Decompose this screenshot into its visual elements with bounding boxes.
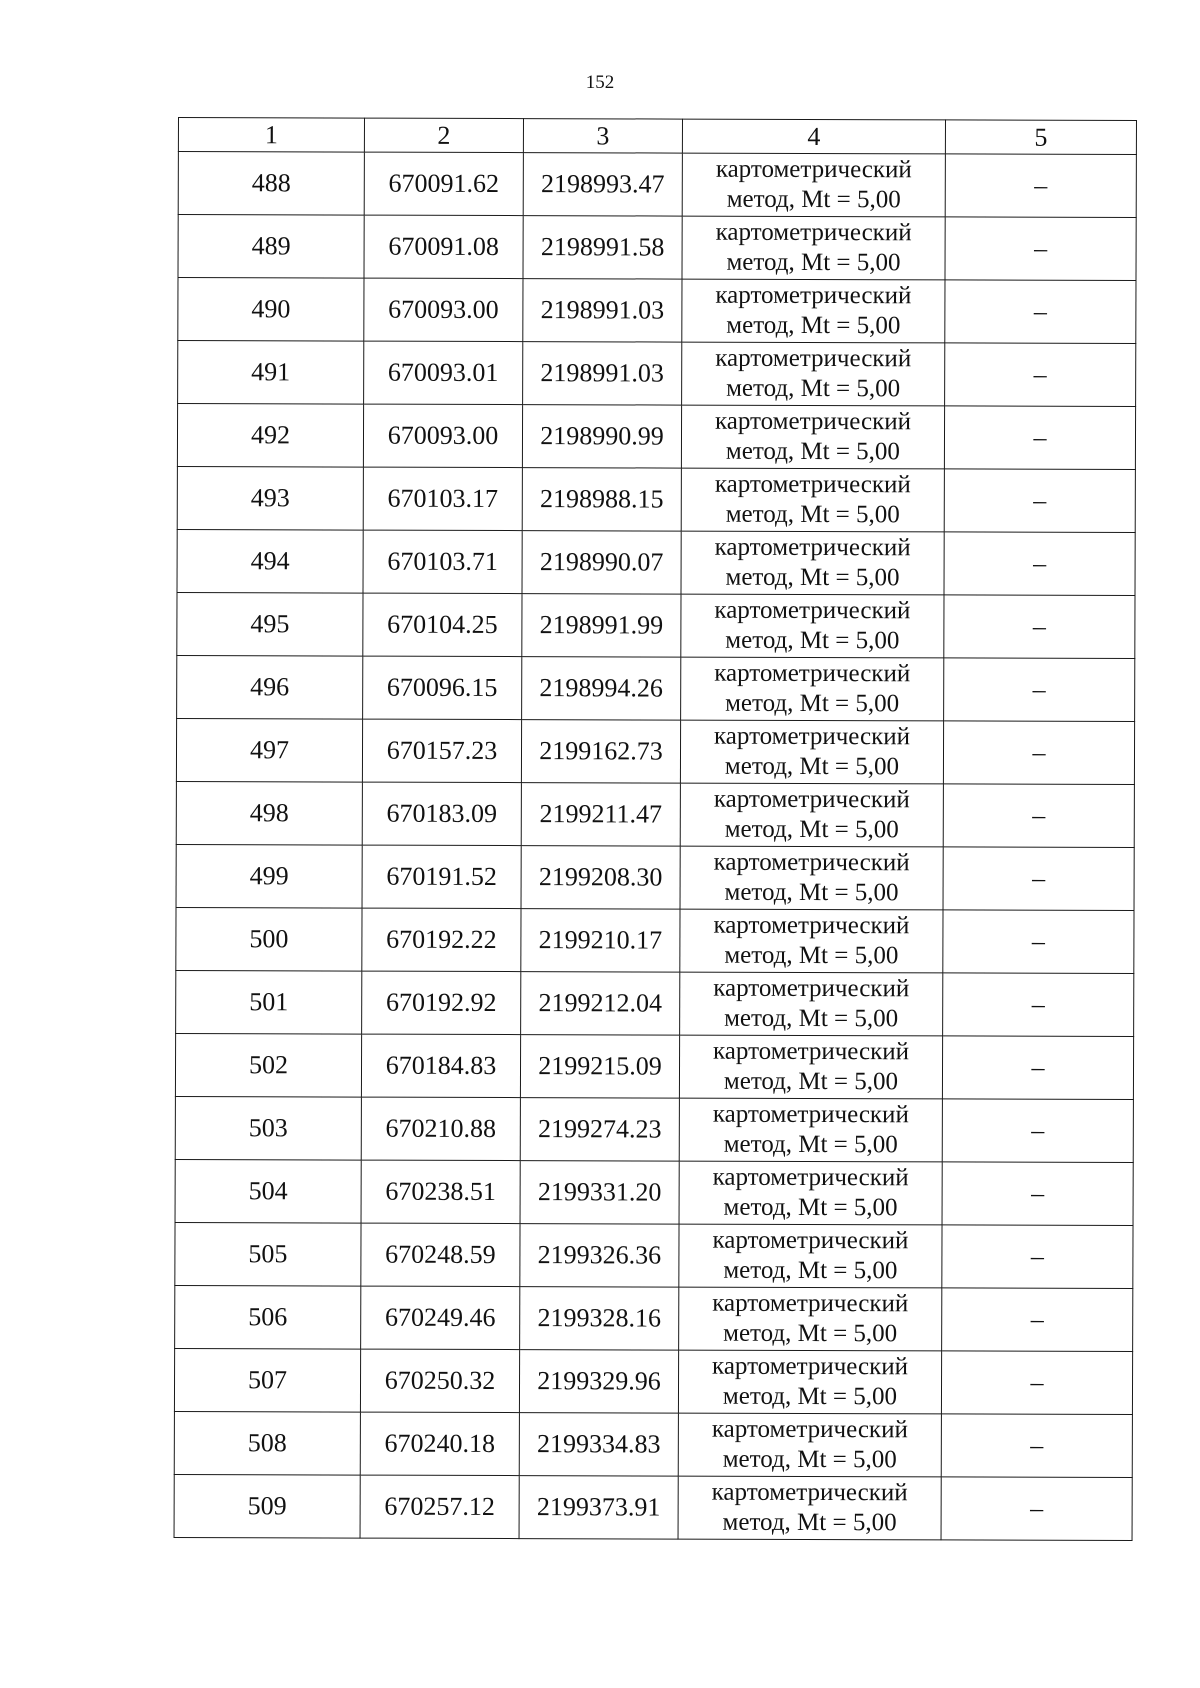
y-coordinate-cell: 2199211.47 <box>521 783 680 846</box>
table-row <box>175 1285 1133 1351</box>
method-line-2: метод, Mt = 5,00 <box>723 1193 898 1222</box>
point-number-cell: 493 <box>177 466 363 530</box>
table-row <box>178 215 1136 281</box>
point-number-cell: 499 <box>176 844 362 908</box>
y-coordinate-cell: 2199373.91 <box>519 1476 678 1539</box>
note-cell: – <box>943 847 1134 911</box>
note-cell: – <box>941 1351 1132 1415</box>
note-cell: – <box>943 784 1134 848</box>
table-row <box>176 718 1134 784</box>
x-coordinate-cell: 670093.00 <box>364 278 523 341</box>
method-cell <box>680 972 943 1036</box>
point-number-cell: 503 <box>175 1096 361 1160</box>
method-line-1: картометрический <box>713 1037 910 1066</box>
method-cell <box>680 720 943 784</box>
x-coordinate-cell: 670210.88 <box>361 1097 520 1160</box>
y-coordinate-cell: 2198990.07 <box>522 531 681 594</box>
method-line-2: метод, Mt = 5,00 <box>725 563 900 592</box>
method-line-1: картометрический <box>714 533 911 562</box>
note-cell: – <box>942 1099 1133 1163</box>
y-coordinate-cell: 2198991.99 <box>522 594 681 657</box>
note-cell: – <box>943 973 1134 1037</box>
point-number-cell: 507 <box>174 1348 360 1412</box>
method-line-1: картометрический <box>715 407 912 436</box>
table-row <box>177 529 1135 595</box>
note-cell: – <box>942 1225 1133 1289</box>
method-line-1: картометрический <box>711 1478 908 1507</box>
method-line-1: картометрический <box>713 974 910 1003</box>
x-coordinate-cell: 670183.09 <box>362 782 521 845</box>
method-line-2: метод, Mt = 5,00 <box>722 1445 897 1474</box>
x-coordinate-cell: 670192.92 <box>362 971 521 1034</box>
table-header <box>178 118 1136 155</box>
y-coordinate-cell: 2199208.30 <box>521 846 680 909</box>
method-line-2: метод, Mt = 5,00 <box>724 752 900 781</box>
method-cell <box>680 909 943 973</box>
column-header-2: 2 <box>364 118 523 152</box>
y-coordinate-cell: 2198988.15 <box>522 468 681 531</box>
x-coordinate-cell: 670240.18 <box>360 1412 519 1475</box>
method-line-1: картометрический <box>712 1289 909 1318</box>
note-cell: – <box>944 658 1135 722</box>
table-row <box>175 1033 1133 1099</box>
x-coordinate-cell: 670096.15 <box>363 656 522 719</box>
x-coordinate-cell: 670157.23 <box>362 719 521 782</box>
method-line-1: картометрический <box>712 1352 909 1381</box>
y-coordinate-cell: 2198991.03 <box>523 342 682 405</box>
table-row <box>178 341 1136 407</box>
x-coordinate-cell: 670103.71 <box>363 530 522 593</box>
method-cell <box>680 846 943 910</box>
column-header-5: 5 <box>945 120 1136 155</box>
table-row <box>175 1159 1133 1225</box>
x-coordinate-cell: 670192.22 <box>362 908 521 971</box>
method-cell <box>679 1287 942 1351</box>
note-cell: – <box>942 1288 1133 1352</box>
y-coordinate-cell: 2199212.04 <box>521 972 680 1035</box>
method-line-2: метод, Mt = 5,00 <box>724 815 899 844</box>
method-cell <box>682 279 945 343</box>
table-row <box>178 278 1136 344</box>
method-line-1: картометрический <box>713 848 910 877</box>
point-number-cell: 500 <box>176 907 362 971</box>
point-number-cell: 508 <box>174 1411 360 1475</box>
method-cell <box>682 216 945 280</box>
page-number: 152 <box>585 72 615 93</box>
x-coordinate-cell: 670248.59 <box>361 1223 520 1286</box>
point-number-cell: 491 <box>178 341 364 405</box>
note-cell: – <box>942 1162 1133 1226</box>
column-header-3: 3 <box>523 119 682 153</box>
table-row <box>178 152 1136 218</box>
x-coordinate-cell: 670093.00 <box>363 404 522 467</box>
method-line-2: метод, Mt = 5,00 <box>726 374 901 403</box>
x-coordinate-cell: 670249.46 <box>361 1286 520 1349</box>
x-coordinate-cell: 670191.52 <box>362 845 521 908</box>
note-cell: – <box>944 469 1135 533</box>
x-coordinate-cell: 670091.08 <box>364 215 523 278</box>
table-row <box>176 781 1134 847</box>
coordinates-table <box>174 117 1137 1541</box>
method-cell <box>678 1476 941 1540</box>
y-coordinate-cell: 2198993.47 <box>523 153 682 216</box>
table-row <box>175 1222 1133 1288</box>
table-row <box>177 466 1135 532</box>
note-cell: – <box>945 154 1136 218</box>
column-header-1: 1 <box>178 118 364 153</box>
method-line-2: метод, Mt = 5,00 <box>723 1319 898 1348</box>
method-line-1: картометрический <box>713 785 910 814</box>
x-coordinate-cell: 670104.25 <box>363 593 522 656</box>
method-line-1: картометрический <box>714 596 911 625</box>
point-number-cell: 498 <box>176 781 362 845</box>
point-number-cell: 496 <box>177 655 363 719</box>
method-line-1: картометрический <box>715 155 912 184</box>
method-line-2: метод, Mt = 5,00 <box>722 1382 898 1411</box>
y-coordinate-cell: 2199215.09 <box>520 1035 679 1098</box>
point-number-cell: 506 <box>175 1285 361 1349</box>
point-number-cell: 504 <box>175 1159 361 1223</box>
note-cell: – <box>943 910 1134 974</box>
point-number-cell: 495 <box>177 592 363 656</box>
method-cell <box>682 342 945 406</box>
y-coordinate-cell: 2199274.23 <box>520 1098 679 1161</box>
note-cell: – <box>941 1477 1132 1541</box>
table-row <box>176 970 1134 1036</box>
method-line-1: картометрический <box>712 1100 909 1129</box>
method-line-2: метод, Mt = 5,00 <box>725 626 900 655</box>
method-cell <box>679 1098 942 1162</box>
y-coordinate-cell: 2199326.36 <box>520 1224 679 1287</box>
point-number-cell: 490 <box>178 278 364 342</box>
x-coordinate-cell: 670093.01 <box>364 341 523 404</box>
table-row <box>174 1411 1132 1477</box>
method-line-1: картометрический <box>713 911 910 940</box>
method-cell <box>681 468 944 532</box>
table-body <box>174 152 1136 1541</box>
method-cell <box>681 531 944 595</box>
method-line-1: картометрический <box>715 281 912 310</box>
point-number-cell: 501 <box>176 970 362 1034</box>
method-line-2: метод, Mt = 5,00 <box>722 1508 897 1537</box>
note-cell: – <box>945 343 1136 407</box>
y-coordinate-cell: 2199162.73 <box>521 720 680 783</box>
table-row <box>175 1096 1133 1162</box>
method-line-2: метод, Mt = 5,00 <box>723 1256 898 1285</box>
y-coordinate-cell: 2198991.03 <box>523 279 682 342</box>
method-line-1: картометрический <box>714 470 911 499</box>
y-coordinate-cell: 2199210.17 <box>521 909 680 972</box>
note-cell: – <box>944 532 1135 596</box>
y-coordinate-cell: 2199334.83 <box>519 1413 678 1476</box>
x-coordinate-cell: 670250.32 <box>360 1349 519 1412</box>
table-row <box>174 1348 1132 1414</box>
x-coordinate-cell: 670091.62 <box>364 152 523 215</box>
point-number-cell: 488 <box>178 152 364 216</box>
method-line-2: метод, Mt = 5,00 <box>725 437 901 466</box>
note-cell: – <box>944 406 1135 470</box>
y-coordinate-cell: 2198990.99 <box>522 405 681 468</box>
method-cell <box>680 783 943 847</box>
point-number-cell: 497 <box>176 718 362 782</box>
y-coordinate-cell: 2198994.26 <box>522 657 681 720</box>
method-line-2: метод, Mt = 5,00 <box>724 941 899 970</box>
note-cell: – <box>944 595 1135 659</box>
point-number-cell: 492 <box>177 404 363 468</box>
method-line-2: метод, Mt = 5,00 <box>726 185 901 214</box>
y-coordinate-cell: 2199328.16 <box>520 1287 679 1350</box>
y-coordinate-cell: 2199331.20 <box>520 1161 679 1224</box>
method-line-2: метод, Mt = 5,00 <box>724 878 899 907</box>
method-cell <box>681 657 944 721</box>
method-cell <box>681 405 944 469</box>
note-cell: – <box>945 280 1136 344</box>
table-row <box>176 907 1134 973</box>
table-row <box>174 1474 1132 1540</box>
method-cell <box>679 1224 942 1288</box>
note-cell: – <box>942 1036 1133 1100</box>
method-line-1: картометрический <box>714 659 911 688</box>
table-row <box>177 655 1135 721</box>
method-line-2: метод, Mt = 5,00 <box>726 311 901 340</box>
y-coordinate-cell: 2198991.58 <box>523 216 682 279</box>
column-header-4: 4 <box>682 119 945 154</box>
note-cell: – <box>941 1414 1132 1478</box>
table-row <box>177 404 1135 470</box>
method-line-1: картометрический <box>715 344 912 373</box>
point-number-cell: 509 <box>174 1474 360 1538</box>
method-cell <box>679 1161 942 1225</box>
method-line-1: картометрический <box>711 1415 908 1444</box>
method-line-2: метод, Mt = 5,00 <box>725 689 900 718</box>
method-line-2: метод, Mt = 5,00 <box>725 500 900 529</box>
method-line-2: метод, Mt = 5,00 <box>726 248 901 277</box>
x-coordinate-cell: 670238.51 <box>361 1160 520 1223</box>
x-coordinate-cell: 670103.17 <box>363 467 522 530</box>
method-line-2: метод, Mt = 5,00 <box>723 1067 899 1096</box>
point-number-cell: 502 <box>175 1033 361 1097</box>
method-cell <box>678 1350 941 1414</box>
method-cell <box>682 153 945 217</box>
method-line-1: картометрический <box>715 218 912 247</box>
method-line-1: картометрический <box>714 722 911 751</box>
header-row <box>178 118 1136 155</box>
x-coordinate-cell: 670257.12 <box>360 1475 519 1538</box>
note-cell: – <box>943 721 1134 785</box>
table-row <box>177 592 1135 658</box>
table-row <box>176 844 1134 910</box>
point-number-cell: 505 <box>175 1222 361 1286</box>
point-number-cell: 494 <box>177 529 363 593</box>
point-number-cell: 489 <box>178 215 364 279</box>
method-line-1: картометрический <box>712 1226 909 1255</box>
method-line-2: метод, Mt = 5,00 <box>724 1004 899 1033</box>
method-line-2: метод, Mt = 5,00 <box>723 1130 898 1159</box>
method-cell <box>679 1035 942 1099</box>
method-cell <box>681 594 944 658</box>
method-cell <box>678 1413 941 1477</box>
note-cell: – <box>945 217 1136 281</box>
x-coordinate-cell: 670184.83 <box>361 1034 520 1097</box>
y-coordinate-cell: 2199329.96 <box>519 1350 678 1413</box>
method-line-1: картометрический <box>712 1163 909 1192</box>
